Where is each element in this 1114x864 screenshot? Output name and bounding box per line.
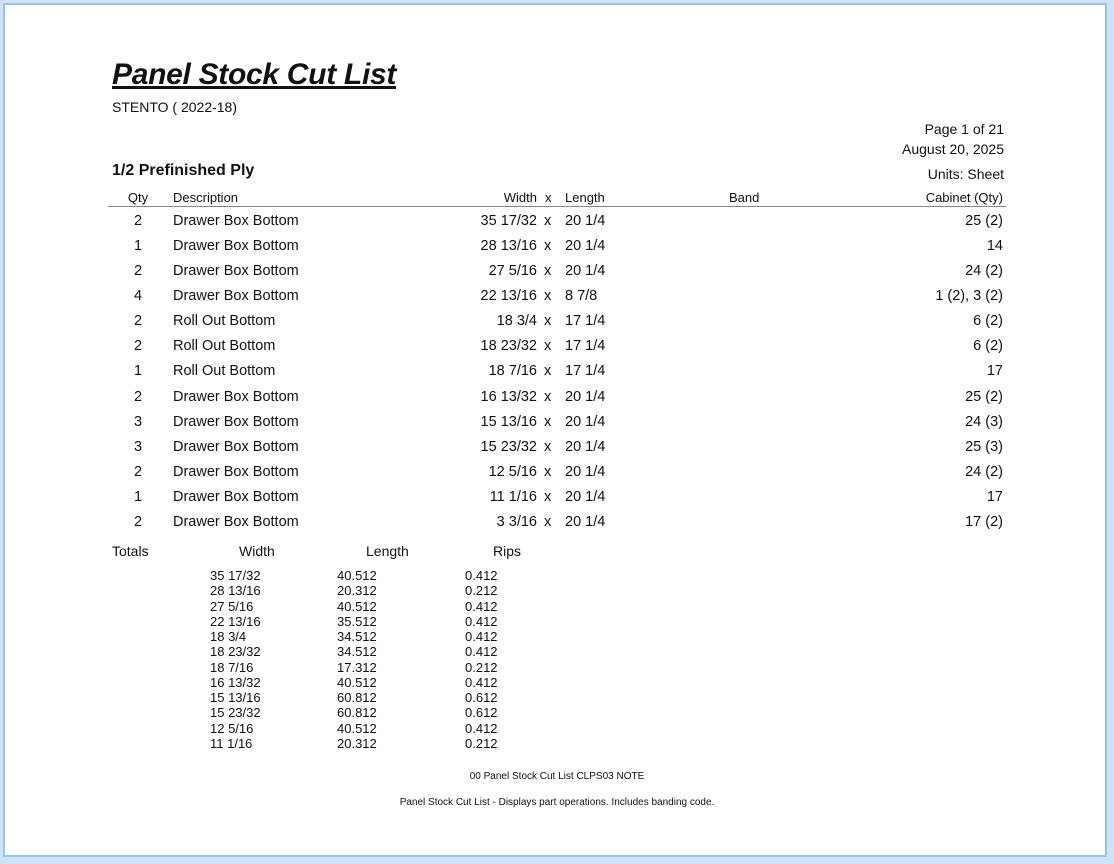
width-cell: 18 7/16 bbox=[488, 363, 537, 380]
table-row bbox=[0, 313, 1114, 338]
totals-row bbox=[0, 583, 1114, 598]
column-header-cabinet: Cabinet (Qty) bbox=[925, 190, 1003, 205]
totals-rips-cell: 0.212 bbox=[465, 735, 498, 751]
qty-cell: 1 bbox=[133, 238, 143, 255]
totals-rips-cell: 0.612 bbox=[465, 690, 498, 706]
totals-width-cell: 15 23/32 bbox=[210, 705, 261, 721]
description-cell: Drawer Box Bottom bbox=[173, 463, 299, 480]
x-cell: x bbox=[544, 313, 552, 330]
width-cell: 15 13/16 bbox=[480, 413, 537, 430]
table-row bbox=[0, 439, 1114, 464]
width-cell: 12 5/16 bbox=[488, 463, 537, 480]
width-cell: 11 1/16 bbox=[489, 488, 537, 505]
totals-width-cell: 35 17/32 bbox=[210, 568, 261, 583]
length-cell: 20 1/4 bbox=[565, 263, 606, 280]
qty-cell: 2 bbox=[133, 463, 143, 480]
totals-rips-cell: 0.412 bbox=[465, 629, 498, 645]
totals-width-cell: 16 13/32 bbox=[210, 674, 261, 690]
table-row bbox=[0, 263, 1114, 288]
totals-rips-cell: 0.412 bbox=[465, 644, 498, 660]
totals-rips-cell: 0.412 bbox=[465, 598, 498, 614]
report-date: August 20, 2025 bbox=[902, 141, 1004, 157]
totals-width-cell: 28 13/16 bbox=[210, 583, 261, 599]
totals-row bbox=[0, 675, 1114, 690]
totals-width-cell: 22 13/16 bbox=[210, 613, 261, 629]
totals-length-cell: 20.312 bbox=[337, 583, 377, 599]
totals-length-cell: 17.312 bbox=[337, 659, 377, 675]
totals-row bbox=[0, 705, 1114, 720]
x-cell: x bbox=[544, 238, 552, 255]
column-header-length: Length bbox=[565, 190, 605, 205]
totals-header-width: Width bbox=[239, 543, 275, 559]
totals-length-cell: 40.512 bbox=[337, 598, 377, 614]
length-cell: 17 1/4 bbox=[565, 313, 606, 330]
width-cell: 15 23/32 bbox=[480, 438, 537, 455]
column-header-width: Width bbox=[503, 190, 537, 205]
totals-length-cell: 60.812 bbox=[337, 690, 377, 706]
qty-cell: 4 bbox=[133, 288, 143, 305]
table-row bbox=[0, 514, 1114, 539]
width-cell: 35 17/32 bbox=[480, 213, 537, 229]
description-cell: Drawer Box Bottom bbox=[173, 388, 299, 405]
description-cell: Roll Out Bottom bbox=[173, 363, 276, 380]
width-cell: 22 13/16 bbox=[480, 288, 537, 305]
totals-row bbox=[0, 660, 1114, 675]
x-cell: x bbox=[544, 288, 552, 305]
cabinet-cell: 17 bbox=[986, 363, 1003, 380]
length-cell: 20 1/4 bbox=[565, 513, 606, 530]
table-row bbox=[0, 389, 1114, 414]
totals-length-cell: 34.512 bbox=[337, 644, 377, 660]
length-cell: 20 1/4 bbox=[565, 413, 606, 430]
width-cell: 28 13/16 bbox=[480, 238, 537, 255]
totals-header-length: Length bbox=[366, 543, 409, 559]
totals-width-cell: 27 5/16 bbox=[210, 598, 254, 614]
x-cell: x bbox=[544, 388, 552, 405]
width-cell: 27 5/16 bbox=[488, 263, 537, 280]
description-cell: Drawer Box Bottom bbox=[173, 488, 299, 505]
length-cell: 8 7/8 bbox=[565, 288, 598, 305]
table-row bbox=[0, 489, 1114, 514]
job-name: STENTO ( 2022-18) bbox=[112, 99, 238, 115]
width-cell: 16 13/32 bbox=[480, 388, 537, 405]
totals-width-cell: 15 13/16 bbox=[210, 690, 261, 706]
totals-width-cell: 11 1/16 bbox=[210, 735, 253, 751]
x-cell: x bbox=[544, 463, 552, 480]
totals-rips-cell: 0.412 bbox=[465, 568, 498, 583]
x-cell: x bbox=[544, 213, 552, 229]
x-cell: x bbox=[544, 363, 552, 380]
qty-cell: 3 bbox=[133, 438, 143, 455]
qty-cell: 1 bbox=[133, 488, 143, 505]
totals-length-cell: 34.512 bbox=[337, 629, 377, 645]
length-cell: 20 1/4 bbox=[565, 388, 606, 405]
totals-length-cell: 40.512 bbox=[337, 568, 377, 583]
qty-cell: 2 bbox=[133, 338, 143, 355]
description-cell: Drawer Box Bottom bbox=[173, 438, 299, 455]
width-cell: 3 3/16 bbox=[496, 513, 537, 530]
totals-row bbox=[0, 736, 1114, 751]
length-cell: 20 1/4 bbox=[565, 238, 606, 255]
totals-width-cell: 18 7/16 bbox=[210, 659, 254, 675]
table-row bbox=[0, 238, 1114, 263]
column-header-qty: Qty bbox=[127, 190, 149, 205]
description-cell: Drawer Box Bottom bbox=[173, 263, 299, 280]
cabinet-cell: 1 (2), 3 (2) bbox=[935, 288, 1003, 305]
length-cell: 20 1/4 bbox=[565, 463, 606, 480]
report-note: Panel Stock Cut List - Displays part operations. Includes banding code. bbox=[399, 797, 715, 808]
totals-rips-cell: 0.412 bbox=[465, 613, 498, 629]
cabinet-cell: 6 (2) bbox=[973, 338, 1003, 355]
totals-length-cell: 40.512 bbox=[337, 720, 377, 736]
description-cell: Roll Out Bottom bbox=[173, 313, 276, 330]
cabinet-cell: 17 bbox=[986, 488, 1003, 505]
cabinet-cell: 24 (2) bbox=[965, 263, 1003, 280]
qty-cell: 2 bbox=[133, 513, 143, 530]
cabinet-cell: 6 (2) bbox=[973, 313, 1003, 330]
x-cell: x bbox=[544, 263, 552, 280]
report-code: 00 Panel Stock Cut List CLPS03 NOTE bbox=[469, 771, 645, 782]
qty-cell: 2 bbox=[133, 313, 143, 330]
column-header-description: Description bbox=[173, 190, 239, 205]
width-cell: 18 3/4 bbox=[496, 313, 537, 330]
cabinet-cell: 25 (2) bbox=[965, 388, 1003, 405]
qty-cell: 2 bbox=[133, 263, 143, 280]
totals-rips-cell: 0.412 bbox=[465, 674, 498, 690]
table-row bbox=[0, 363, 1114, 388]
x-cell: x bbox=[544, 438, 552, 455]
totals-rips-cell: 0.212 bbox=[465, 583, 498, 599]
x-cell: x bbox=[544, 488, 552, 505]
totals-width-cell: 18 23/32 bbox=[210, 644, 261, 660]
units-label: Units: Sheet bbox=[927, 166, 1004, 182]
totals-label: Totals bbox=[112, 543, 149, 559]
x-cell: x bbox=[544, 413, 552, 430]
page-info bbox=[902, 119, 1004, 159]
description-cell: Drawer Box Bottom bbox=[173, 513, 299, 530]
totals-width-cell: 12 5/16 bbox=[210, 720, 254, 736]
table-row bbox=[0, 338, 1114, 363]
totals-row bbox=[0, 614, 1114, 629]
cabinet-cell: 17 (2) bbox=[965, 513, 1003, 530]
qty-cell: 1 bbox=[133, 363, 143, 380]
x-cell: x bbox=[544, 513, 552, 530]
table-row bbox=[0, 213, 1114, 238]
length-cell: 20 1/4 bbox=[565, 488, 606, 505]
cabinet-cell: 24 (3) bbox=[965, 413, 1003, 430]
totals-row bbox=[0, 629, 1114, 644]
material-section-title: 1/2 Prefinished Ply bbox=[112, 162, 255, 179]
header-divider bbox=[108, 206, 1006, 207]
totals-row bbox=[0, 721, 1114, 736]
description-cell: Roll Out Bottom bbox=[173, 338, 276, 355]
length-cell: 20 1/4 bbox=[565, 213, 606, 229]
table-row bbox=[0, 414, 1114, 439]
totals-row bbox=[0, 644, 1114, 659]
table-row bbox=[0, 288, 1114, 313]
totals-header-rips: Rips bbox=[493, 543, 522, 559]
totals-length-cell: 20.312 bbox=[337, 735, 377, 751]
totals-length-cell: 35.512 bbox=[337, 613, 377, 629]
qty-cell: 3 bbox=[133, 413, 143, 430]
table-row bbox=[0, 464, 1114, 489]
totals-length-cell: 60.812 bbox=[337, 705, 377, 721]
description-cell: Drawer Box Bottom bbox=[173, 213, 299, 229]
column-header-band: Band bbox=[729, 190, 760, 205]
length-cell: 17 1/4 bbox=[565, 363, 606, 380]
totals-row bbox=[0, 599, 1114, 614]
length-cell: 20 1/4 bbox=[565, 438, 606, 455]
totals-width-cell: 18 3/4 bbox=[210, 629, 247, 645]
description-cell: Drawer Box Bottom bbox=[173, 413, 299, 430]
width-cell: 18 23/32 bbox=[480, 338, 537, 355]
x-cell: x bbox=[544, 338, 552, 355]
length-cell: 17 1/4 bbox=[565, 338, 606, 355]
cabinet-cell: 25 (2) bbox=[965, 213, 1003, 229]
totals-rips-cell: 0.212 bbox=[465, 659, 498, 675]
totals-rips-cell: 0.612 bbox=[465, 705, 498, 721]
cabinet-cell: 24 (2) bbox=[965, 463, 1003, 480]
cabinet-cell: 25 (3) bbox=[965, 438, 1003, 455]
description-cell: Drawer Box Bottom bbox=[173, 238, 299, 255]
description-cell: Drawer Box Bottom bbox=[173, 288, 299, 305]
totals-row bbox=[0, 568, 1114, 583]
totals-length-cell: 40.512 bbox=[337, 674, 377, 690]
qty-cell: 2 bbox=[133, 388, 143, 405]
totals-rips-cell: 0.412 bbox=[465, 720, 498, 736]
report-title: Panel Stock Cut List bbox=[112, 58, 397, 91]
page-number: Page 1 of 21 bbox=[924, 121, 1004, 137]
cabinet-cell: 14 bbox=[986, 238, 1003, 255]
totals-row bbox=[0, 690, 1114, 705]
qty-cell: 2 bbox=[133, 213, 143, 229]
column-header-x: x bbox=[545, 190, 552, 205]
